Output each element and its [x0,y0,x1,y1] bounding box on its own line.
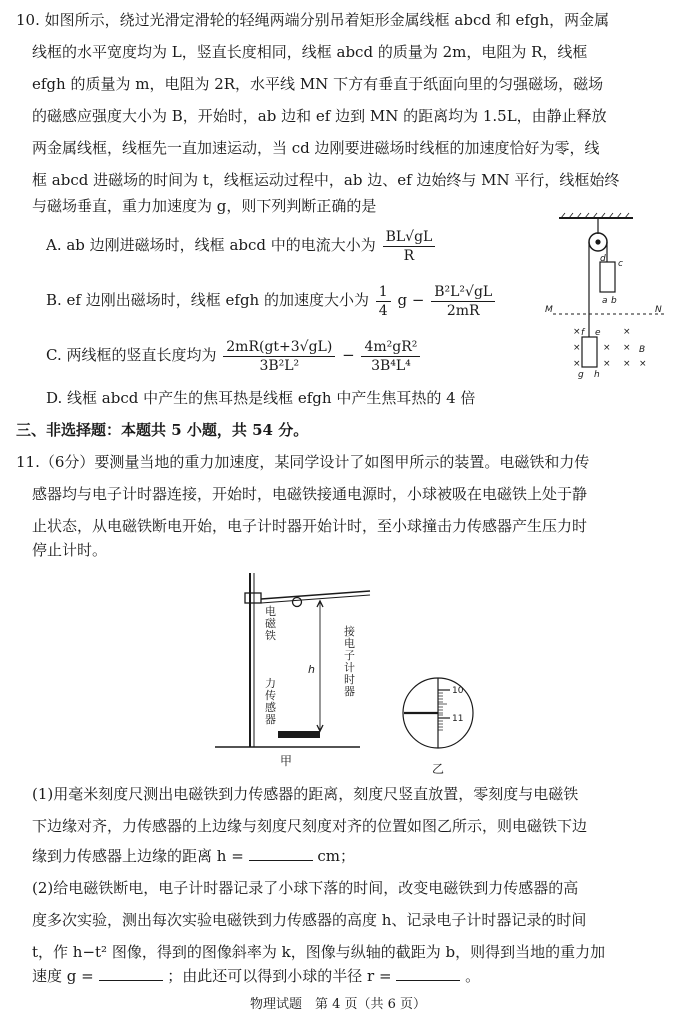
svg-text:器: 器 [265,713,276,726]
answer-blank-h[interactable] [249,846,313,861]
svg-text:计: 计 [344,661,355,674]
apparatus-figure-jia [210,565,400,775]
svg-text:b: b [611,296,617,306]
svg-text:h: h [594,370,600,380]
q11-line-2: 感器均与电子计时器连接，开始时，电磁铁接通电源时，小球被吸在电磁铁上处于静 [32,485,588,503]
svg-text:接: 接 [344,625,355,638]
svg-text:子: 子 [344,649,355,662]
svg-text:×: × [573,327,581,337]
q10-line-3: efgh 的质量为 m，电阻为 2R，水平线 MN 下方有垂直于纸面向里的匀强磁场，磁场 [32,75,604,93]
q10-option-d: D. 线框 abcd 中产生的焦耳热是线框 efgh 中产生焦耳热的 4 倍 [46,389,476,407]
svg-text:感: 感 [265,701,276,714]
answer-blank-r[interactable] [396,966,460,981]
svg-text:×: × [623,359,631,369]
q11-part2-line-2: 度多次实验，测出每次实验电磁铁到力传感器的高度 h、记录电子计时器记录的时间 [32,911,587,929]
q11-line-4: 停止计时。 [32,541,108,559]
svg-text:c: c [618,259,623,269]
q10-option-c: C. 两线框的竖直长度均为 $\frac{2mR(gt+3√gL)}{\text{3B²L²}}$ − $\frac{\text{4m²gR²}}{\text{3B⁴L⁴}}$ [46,335,658,375]
ruler-figure-yi [400,665,480,780]
svg-text:B: B [639,345,646,355]
svg-text:×: × [573,343,581,353]
q11-part1-line-1: (1)用毫米刻度尺测出电磁铁到力传感器的距离，刻度尺竖直放置，零刻度与电磁铁 [32,785,579,803]
svg-text:时: 时 [344,673,355,686]
page-footer: 物理试题 第 4 页（共 6 页） [249,997,427,1012]
svg-text:a: a [602,296,608,306]
svg-text:×: × [623,343,631,353]
svg-text:×: × [639,359,647,369]
q11-part1-line-3: 缘到力传感器上边缘的距离 h = cm； [32,847,355,865]
svg-text:11: 11 [452,714,464,724]
svg-text:甲: 甲 [280,754,293,768]
q10-line-6: 框 abcd 进磁场的时间为 t，线框运动过程中，ab 边、ef 边始终与 MN 平行，线框始终 [32,171,620,189]
option-c-text: C. 两线框的竖直长度均为 [46,346,217,364]
svg-text:h: h [308,663,315,676]
option-b-text: B. ef 边刚出磁场时，线框 efgh 的加速度大小为 [46,291,369,309]
q11-part2-line-3: t，作 h−t² 图像，得到的图像斜率为 k，图像与纵轴的截距为 b，则得到当地的重力加 [32,943,606,961]
svg-text:传: 传 [265,689,276,702]
q10-line-1: 10. 如图所示，绕过光滑定滑轮的轻绳两端分别吊着矩形金属线框 abcd 和 efgh，两金属 [16,11,610,29]
svg-text:×: × [603,343,611,353]
option-a-fraction: $\frac{BL√gL}{R}$ [383,228,436,265]
answer-blank-g[interactable] [99,966,163,981]
q11-part1-line-2: 下边缘对齐，力传感器的上边缘与刻度尺刻度对齐的位置如图乙所示，则电磁铁下边 [32,817,588,835]
svg-text:电: 电 [265,605,276,618]
pulley-figure [545,212,670,387]
svg-text:磁: 磁 [265,617,276,630]
svg-text:×: × [603,359,611,369]
svg-text:e: e [595,328,601,338]
option-a-text: A. ab 边刚进磁场时，线框 abcd 中的电流大小为 [46,236,376,254]
svg-text:×: × [573,359,581,369]
q10-line-2: 线框的水平宽度均为 L，竖直长度相同，线框 abcd 的质量为 2m，电阻为 R，线框 [32,43,588,61]
svg-text:10: 10 [452,686,464,696]
svg-text:f: f [581,328,585,338]
section-heading: 三、非选择题：本题共 5 小题，共 54 分。 [16,421,309,439]
q11-line-3: 止状态，从电磁铁断电开始，电子计时器开始计时，至小球撞击力传感器产生压力时 [32,517,588,535]
svg-text:器: 器 [344,685,355,698]
q11-line-1: 11.（6分）要测量当地的重力加速度，某同学设计了如图甲所示的装置。电磁铁和力传 [16,453,590,471]
q10-line-7: 与磁场垂直，重力加速度为 g，则下列判断正确的是 [32,197,377,215]
svg-text:M: M [545,305,553,315]
svg-text:×: × [623,327,631,337]
svg-text:乙: 乙 [432,762,445,776]
q10-line-4: 的磁感应强度大小为 B，开始时，ab 边和 ef 边到 MN 的距离均为 1.5L，由静止释放 [32,107,607,125]
svg-text:电: 电 [344,637,355,650]
q10-option-b: B. ef 边刚出磁场时，线框 efgh 的加速度大小为 $\frac{1}{4}$ g − $\frac{\text{B²L²√gL}}{2mR}$ [46,280,658,320]
svg-text:力: 力 [265,677,276,690]
svg-text:铁: 铁 [265,629,276,642]
q11-part2-line-1: (2)给电磁铁断电，电子计时器记录了小球下落的时间，改变电磁铁到力传感器的高 [32,879,579,897]
q10-line-5: 两金属线框，线框先一直加速运动，当 cd 边刚要进磁场时线框的加速度恰好为零，线 [32,139,600,157]
svg-text:N: N [655,305,662,315]
q11-part2-line-4: 速度 g = ；由此还可以得到小球的半径 r = 。 [32,967,481,985]
svg-text:g: g [578,370,584,380]
svg-text:d: d [600,254,606,264]
